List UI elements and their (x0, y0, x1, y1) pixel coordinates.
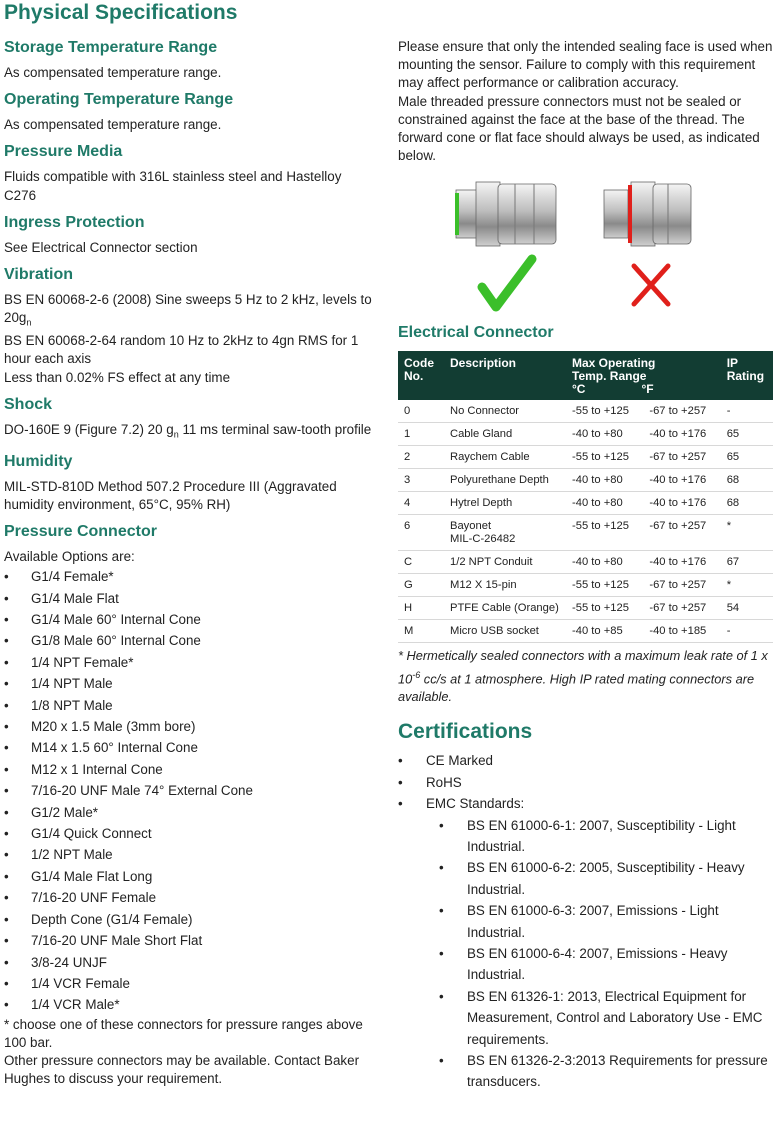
table-row (398, 515, 773, 551)
cell-ip-rating: 65 (721, 446, 773, 469)
header-max-temp: Max Operating Temp. Range °C °F (572, 356, 656, 397)
cell-ip-rating: 68 (721, 492, 773, 515)
cell-code: G (398, 574, 444, 597)
connector-option: • 1/4 VCR Male* (4, 994, 376, 1015)
cell-code: 1 (398, 423, 444, 446)
cell-temp-c: -40 to +80 (566, 551, 643, 574)
cell-temp-c: -40 to +80 (566, 423, 643, 446)
connector-option: • G1/2 Male* (4, 802, 376, 823)
table-row (398, 574, 773, 597)
connector-option: • 1/8 NPT Male (4, 695, 376, 716)
certifications-list (398, 750, 773, 1093)
storage-heading: Storage Temperature Range (4, 39, 218, 56)
cell-description: Bayonet MIL-C-26482 (444, 515, 566, 551)
cell-temp-f: -67 to +257 (643, 597, 720, 620)
cell-ip-rating: * (721, 574, 773, 597)
cell-ip-rating: - (721, 620, 773, 643)
connector-option: • M14 x 1.5 60° Internal Cone (4, 737, 376, 758)
connector-option: • G1/4 Quick Connect (4, 823, 376, 844)
cell-code: 6 (398, 515, 444, 551)
cell-temp-f: -67 to +257 (643, 400, 720, 423)
cell-temp-f: -40 to +176 (643, 492, 720, 515)
table-note: * Hermetically sealed connectors with a maximum leak rate of 1 x $10^{-6}$ cc/s at 1 atmosphere. High IP rated mating connectors are available. (398, 648, 768, 705)
cell-description: No Connector (444, 400, 566, 423)
left-column (4, 38, 376, 1089)
check-icon (482, 259, 532, 307)
header-ip-rating: IP Rating (726, 356, 765, 384)
cell-code: C (398, 551, 444, 574)
connector-correct-icon (455, 182, 556, 246)
electrical-connector-table (398, 351, 773, 643)
cell-description: PTFE Cable (Orange) (444, 597, 566, 620)
connector-option: • M20 x 1.5 Male (3mm bore) (4, 716, 376, 737)
cell-temp-c: -55 to +125 (566, 515, 643, 551)
cell-temp-c: -55 to +125 (566, 574, 643, 597)
shock-heading: Shock (4, 395, 53, 413)
emc-standard-item: • BS EN 61326-2-3:2013 Requirements for pressure transducers. (426, 1050, 773, 1093)
cell-ip-rating: 54 (721, 597, 773, 620)
connector-option: • Depth Cone (G1/4 Female) (4, 909, 376, 930)
certifications-heading: Certifications (398, 720, 533, 744)
ingress-text: See Electrical Connector section (4, 239, 198, 255)
page-title: Physical Specifications (4, 1, 238, 24)
cell-temp-f: -40 to +176 (643, 423, 720, 446)
table-row (398, 400, 773, 423)
emc-standard-item: • BS EN 61000-6-1: 2007, Susceptibility - Light Industrial. (426, 815, 773, 858)
media-heading: Pressure Media (4, 143, 123, 161)
connector-wrong-icon (604, 182, 691, 246)
connector-option: • M12 x 1 Internal Cone (4, 759, 376, 780)
table-row (398, 492, 773, 515)
table-row (398, 551, 773, 574)
connector-option: • G1/8 Male 60° Internal Cone (4, 630, 376, 651)
table-row (398, 597, 773, 620)
emc-standard-item: • BS EN 61326-1: 2013, Electrical Equipment for Measurement, Control and Laboratory Use - EMC requirements. (426, 986, 773, 1050)
sealing-intro-2: Male threaded pressure connectors must not be sealed or constrained against the face at the base of the thread. The forward cone or flat face should always be used, as indicated below. (398, 93, 760, 164)
connector-option: • G1/4 Male Flat (4, 588, 376, 609)
cell-temp-c: -55 to +125 (566, 400, 643, 423)
vibration-heading: Vibration (4, 266, 74, 284)
connector-option: • G1/4 Male Flat Long (4, 866, 376, 887)
cell-temp-f: -67 to +257 (643, 574, 720, 597)
right-column (398, 38, 773, 1093)
cell-temp-c: -55 to +125 (566, 446, 643, 469)
table-row (398, 446, 773, 469)
connector-option: • 1/4 NPT Male (4, 673, 376, 694)
vibration-line-2: BS EN 60068-2-64 random 10 Hz to 2kHz to 4gn RMS for 1 hour each axis (4, 333, 359, 367)
connector-option: • 1/4 NPT Female* (4, 652, 376, 673)
cell-temp-f: -40 to +176 (643, 551, 720, 574)
connector-option: • 7/16-20 UNF Female (4, 887, 376, 908)
cell-description: 1/2 NPT Conduit (444, 551, 566, 574)
connector-note-2: Other pressure connectors may be available. Contact Baker Hughes to discuss your requirement. (4, 1053, 360, 1087)
connector-option: • G1/4 Female* (4, 566, 376, 587)
connector-option: • 3/8-24 UNJF (4, 952, 376, 973)
connector-option: • G1/4 Male 60° Internal Cone (4, 609, 376, 630)
cell-ip-rating: 67 (721, 551, 773, 574)
cell-description: Polyurethane Depth (444, 469, 566, 492)
cell-ip-rating: - (721, 400, 773, 423)
cell-ip-rating: 68 (721, 469, 773, 492)
certification-item: • EMC Standards: • BS EN 61000-6-1: 2007, Susceptibility - Light Industrial. • BS EN 61000-6-2: 2005, Susceptibility - Heavy Industrial. • BS EN 61000-6-3: 2007, Emissions - Light Industrial. • BS EN 61000-6-4: 2007, Emissions - Heavy Industrial. • BS EN 61326-1: 2013, Electrical Equipment for Measurement, Control and Laboratory Use - EMC requirements. • BS EN 61326-2-3:2013 Requirements for pressure transducers. (398, 793, 773, 1093)
cell-description: Hytrel Depth (444, 492, 566, 515)
connector-option: • 1/4 VCR Female (4, 973, 376, 994)
ingress-heading: Ingress Protection (4, 213, 145, 231)
cell-temp-c: -40 to +80 (566, 492, 643, 515)
cell-ip-rating: 65 (721, 423, 773, 446)
header-description: Description (450, 356, 517, 371)
cell-description: Raychem Cable (444, 446, 566, 469)
cell-ip-rating: * (721, 515, 773, 551)
storage-text: As compensated temperature range. (4, 65, 222, 80)
connector-option: • 7/16-20 UNF Male 74° External Cone (4, 780, 376, 801)
humidity-text: MIL-STD-810D Method 507.2 Procedure III (Aggravated humidity environment, 65°C, 95% RH) (4, 478, 337, 512)
electrical-heading: Electrical Connector (398, 324, 554, 342)
cell-code: 0 (398, 400, 444, 423)
cell-description: Micro USB socket (444, 620, 566, 643)
emc-standard-item: • BS EN 61000-6-2: 2005, Susceptibility - Heavy Industrial. (426, 857, 773, 900)
table-header-row (398, 351, 773, 400)
cell-temp-f: -67 to +257 (643, 446, 720, 469)
cell-temp-f: -67 to +257 (643, 515, 720, 551)
header-code: Code No. (404, 356, 434, 384)
table-row (398, 423, 773, 446)
cell-temp-f: -40 to +176 (643, 469, 720, 492)
cell-code: H (398, 597, 444, 620)
cross-icon (634, 266, 668, 304)
operating-heading: Operating Temperature Range (4, 91, 234, 109)
connector-illustration (398, 165, 773, 323)
connector-option: • 1/2 NPT Male (4, 844, 376, 865)
cell-temp-c: -40 to +80 (566, 469, 643, 492)
cell-description: M12 X 15-pin (444, 574, 566, 597)
connector-heading: Pressure Connector (4, 522, 157, 540)
cell-temp-f: -40 to +185 (643, 620, 720, 643)
humidity-heading: Humidity (4, 452, 73, 470)
certification-item: • RoHS (398, 772, 773, 793)
operating-text: As compensated temperature range. (4, 117, 222, 133)
cell-temp-c: -40 to +85 (566, 620, 643, 643)
cell-temp-c: -55 to +125 (566, 597, 643, 620)
emc-standard-item: • BS EN 61000-6-3: 2007, Emissions - Light Industrial. (426, 900, 773, 943)
connector-note-1: * choose one of these connectors for pressure ranges above 100 bar. (4, 1016, 363, 1050)
cell-code: 3 (398, 469, 444, 492)
sealing-figure (398, 165, 773, 323)
table-row (398, 469, 773, 492)
connector-list (4, 566, 376, 1016)
emc-standard-item: • BS EN 61000-6-4: 2007, Emissions - Heavy Industrial. (426, 943, 773, 986)
cell-code: M (398, 620, 444, 643)
cell-code: 4 (398, 492, 444, 515)
vibration-line-1: BS EN 60068-2-6 (2008) Sine sweeps 5 Hz to 2 kHz, levels to $20g_n$ (4, 292, 372, 328)
media-text: Fluids compatible with 316L stainless steel and Hastelloy C276 (4, 169, 342, 203)
cell-code: 2 (398, 446, 444, 469)
connector-intro: Available Options are: (4, 548, 135, 564)
shock-text: DO-160E 9 (Figure 7.2) 20 $g_n$ 11 ms terminal saw-tooth profile (4, 421, 372, 440)
certification-item: • CE Marked (398, 750, 773, 771)
vibration-line-3: Less than 0.02% FS effect at any time (4, 369, 231, 385)
cell-description: Cable Gland (444, 423, 566, 446)
sealing-intro-1: Please ensure that only the intended sealing face is used when mounting the sensor. Failure to comply with this requirement may affect performance or calibration accuracy. (398, 39, 773, 91)
connector-option: • 7/16-20 UNF Male Short Flat (4, 930, 376, 951)
table-row (398, 620, 773, 643)
